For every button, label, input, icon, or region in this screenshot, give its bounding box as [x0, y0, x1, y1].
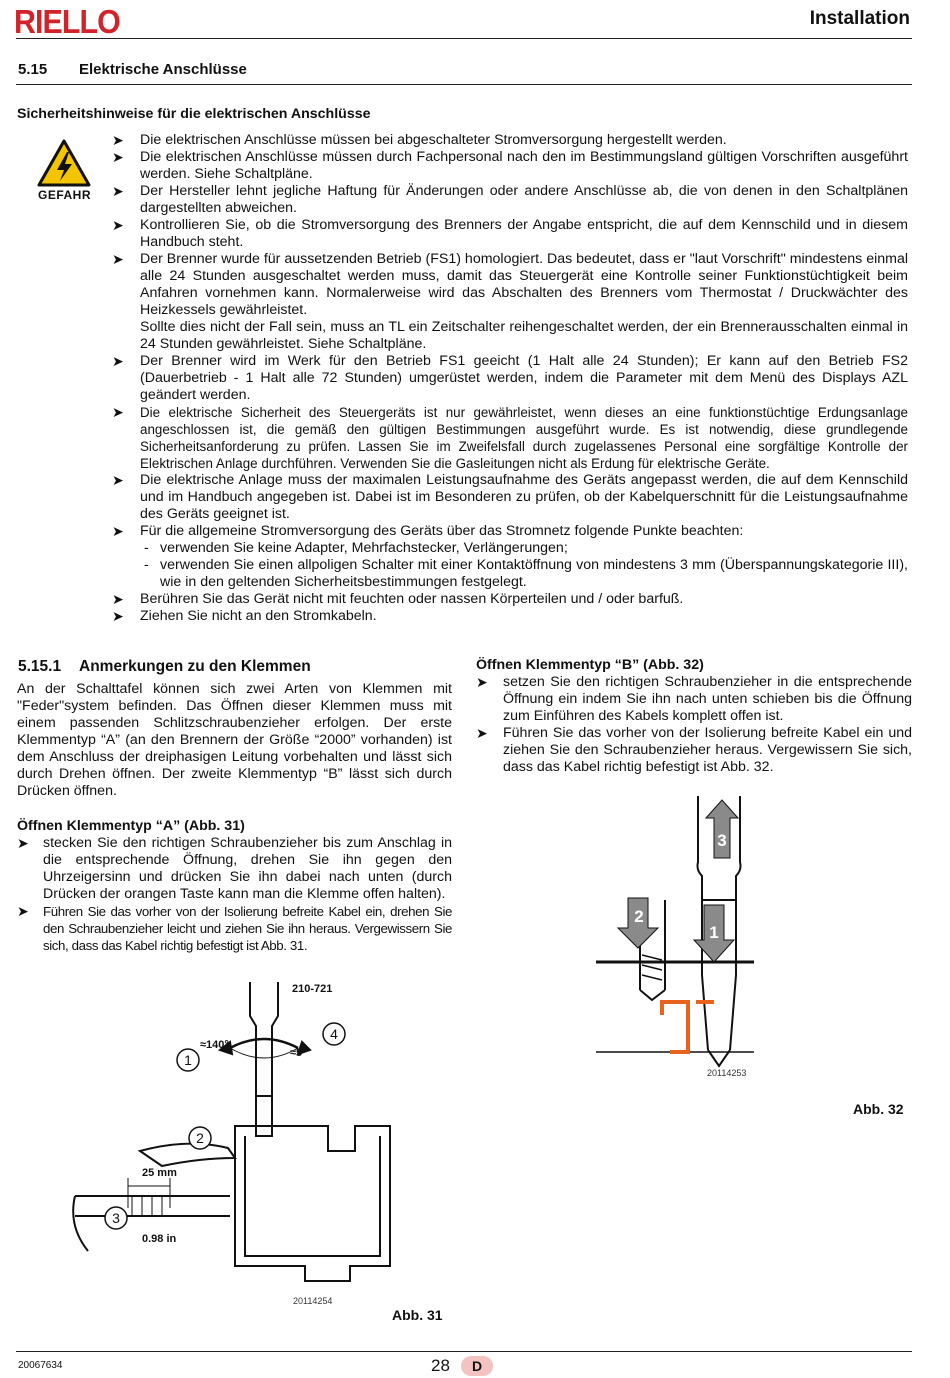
- page-number: 28: [431, 1356, 450, 1375]
- list-item: ➤ stecken Sie den richtigen Schraubenzieher bis zum Anschlag in die entsprechende Öffnung, drehen Sie ihn gegen den Uhrzeigersinn und drücken Sie ihn dabei nach unten (durch Drücken der orangen Taste kann man die Klemme offen halten).: [17, 835, 452, 902]
- model-label: 210-721: [292, 983, 333, 995]
- terminals-intro: An der Schalttafel können sich zwei Arten von Klemmen mit "Feder"system befinden. Das Öffnen dieser Klemmen muss mit einem passenden Schlitzschraubenzieher erfolgen. Der erste Klemmentyp “A” (an den Brennern der Größe “2000” vorhanden) ist dem Anschluss der dreiphasigen Leitung vorbehalten und lässt sich durch Drehen öffnen. Der zweite Klemmentyp “B” lässt sich durch Drücken öffnen.: [17, 681, 452, 799]
- safety-list: [112, 132, 908, 625]
- list-item: ➤ Berühren Sie das Gerät nicht mit feuchten oder nassen Körperteilen und / oder barfuß.: [112, 591, 684, 607]
- language-badge: D: [461, 1356, 493, 1376]
- safety-heading: Sicherheitshinweise für die elektrischen Anschlüsse: [17, 106, 371, 122]
- page-header-title: Installation: [809, 8, 910, 29]
- figure-caption: Abb. 31: [392, 1307, 443, 1323]
- section-title: Elektrische Anschlüsse: [79, 61, 247, 78]
- list-item: ➤ Der Hersteller lehnt jegliche Haftung für Änderungen oder andere Anschlüsse ab, die von denen in den Schaltplänen dargestellten abweichen.: [112, 183, 908, 216]
- arrow-bullet-icon: ➤: [17, 903, 29, 919]
- arrow-bullet-icon: ➤: [112, 523, 124, 539]
- dimension-in-label: 0.98 in: [142, 1233, 177, 1245]
- list-item: ➤ Führen Sie das vorher von der Isolierung befreite Kabel ein, drehen Sie den Schraubenzieher leicht und ziehen Sie ihn heraus. Vergewissern Sie sich, dass das Kabel richtig befestigt ist Abb. 31.: [17, 903, 452, 953]
- sub-list-item: - verwenden Sie einen allpoligen Schalter mit einer Kontaktöffnung von mindestens 3 mm (Überspannungskategorie III), wie in den geltenden Sicherheitsbestimmungen festgelegt.: [144, 557, 908, 590]
- callout-3-label: 3: [112, 1210, 120, 1226]
- header-divider: [16, 38, 912, 39]
- subsection-title: Anmerkungen zu den Klemmen: [79, 658, 311, 675]
- list-item: ➤ Führen Sie das vorher von der Isolierung befreite Kabel ein und ziehen Sie den Schraubenzieher heraus. Vergewissern Sie sich, dass das Kabel richtig befestigt ist Abb. 32.: [476, 725, 912, 775]
- arrow-bullet-icon: ➤: [17, 835, 29, 851]
- figure-code: 20114253: [707, 1068, 747, 1078]
- arrow-bullet-icon: ➤: [112, 591, 124, 607]
- arrow-bullet-icon: ➤: [476, 674, 488, 690]
- arrow-bullet-icon: ➤: [112, 472, 124, 488]
- danger-warning-icon: [36, 138, 92, 188]
- callout-4-label: 4: [330, 1026, 338, 1042]
- arrow-bullet-icon: ➤: [112, 183, 124, 199]
- list-item: ➤ Für die allgemeine Stromversorgung des Geräts über das Stromnetz folgende Punkte beachten:: [112, 523, 744, 539]
- list-item: ➤ Ziehen Sie nicht an den Stromkabeln.: [112, 608, 377, 624]
- list-item: ➤ Die elektrischen Anschlüsse müssen durch Fachpersonal nach den im Bestimmungsland gültigen Vorschriften ausgeführt werden. Siehe Schaltpläne.: [112, 149, 908, 182]
- arrow-bullet-icon: ➤: [112, 404, 124, 420]
- arrow-bullet-icon: ➤: [112, 251, 124, 267]
- callout-2-label: 2: [196, 1130, 204, 1146]
- list-item: ➤ Der Brenner wurde für aussetzenden Betrieb (FS1) homologiert. Das bedeutet, dass er "laut Vorschrift" mindestens einmal alle 24 Stunden ausgeschaltet werden muss, damit das Steuergerät eine Kontrolle seiner Funktionstüchtigkeit beim Anfahren vornehmen kann. Normalerweise wird das Abschalten des Brenners vom Thermostat / Druckwächter des Heizkessels gewährleistet. Sollte dies nicht der Fall sein, muss an TL ein Zeitschalter reihengeschaltet werden, der ein Brennerausschalten einmal in 24 Stunden gewährleistet. Siehe Schaltpläne.: [112, 251, 908, 352]
- list-item: ➤ Der Brenner wird im Werk für den Betrieb FS1 geeicht (1 Halt alle 24 Stunden); Er kann auf den Betrieb FS2 (Dauerbetrieb - 1 Halt alle 72 Stunden) umgerüstet werden, indem die Parameter mit dem Menü des Displays AZL geändert werden.: [112, 353, 908, 403]
- footer-divider: [16, 1351, 912, 1352]
- terminal-b-illustration: [590, 790, 760, 1090]
- dimension-mm-label: 25 mm: [142, 1167, 177, 1179]
- danger-label: GEFAHR: [38, 188, 92, 202]
- angle-label-1: ≈140°: [200, 1039, 229, 1051]
- figure-code: 20114254: [293, 1296, 333, 1306]
- type-b-heading: Öffnen Klemmentyp “B” (Abb. 32): [476, 657, 704, 673]
- step-1-label: 1: [709, 923, 719, 942]
- arrow-bullet-icon: ➤: [476, 725, 488, 741]
- callout-1-label: 1: [184, 1052, 192, 1068]
- list-item: ➤ Die elektrische Sicherheit des Steuergeräts ist nur gewährleistet, wenn dieses an eine funktionstüchtige Erdungsanlage angeschlossen ist, die gemäß den gültigen Bestimmungen ausgeführt wurde. Es ist notwendig, diese grundlegende Sicherheitsanforderung zu prüfen. Lassen Sie im Zweifelsfall durch zugelassenes Personal eine sorgfältige Kontrolle der Elektrischen Anlage durchführen. Verwenden Sie die Gasleitungen nicht als Erdung für elektrische Geräte.: [112, 404, 908, 471]
- figure-caption: Abb. 32: [853, 1101, 904, 1117]
- subsection-number: 5.15.1: [18, 658, 62, 675]
- arrow-bullet-icon: ➤: [112, 132, 124, 148]
- list-item: ➤ Die elektrischen Anschlüsse müssen bei abgeschalteter Stromversorgung hergestellt werden.: [112, 132, 727, 148]
- arrow-bullet-icon: ➤: [112, 217, 124, 233]
- terminal-a-illustration: [70, 976, 430, 1296]
- riello-logo: RIELLO: [14, 3, 120, 40]
- arrow-bullet-icon: ➤: [112, 149, 124, 165]
- type-a-heading: Öffnen Klemmentyp “A” (Abb. 31): [17, 818, 245, 834]
- arrow-bullet-icon: ➤: [112, 353, 124, 369]
- section-number: 5.15: [18, 61, 48, 78]
- angle-label-2: ≈5°: [290, 1047, 307, 1059]
- sub-list-item: - verwenden Sie keine Adapter, Mehrfachstecker, Verlängerungen;: [144, 540, 568, 556]
- arrow-bullet-icon: ➤: [112, 608, 124, 624]
- step-2-label: 2: [634, 907, 644, 926]
- list-item: ➤ Kontrollieren Sie, ob die Stromversorgung des Brenners der Angabe entspricht, die auf dem Kennschild und in diesem Handbuch steht.: [112, 217, 908, 250]
- list-item: ➤ setzen Sie den richtigen Schraubenzieher in die entsprechende Öffnung ein indem Sie ihn nach unten schieben bis die Öffnung zum Einführen des Kabels komplett offen ist.: [476, 674, 912, 724]
- step-3-label: 3: [717, 831, 727, 850]
- section-divider: [16, 84, 912, 85]
- list-item: ➤ Die elektrische Anlage muss der maximalen Leistungsaufnahme des Geräts angepasst werden, die auf dem Kennschild und im Handbuch angegeben ist. Dabei ist im Besonderen zu prüfen, ob der Kabelquerschnitt für die Leistungsaufnahme des Geräts geeignet ist.: [112, 472, 908, 522]
- document-code: 20067634: [18, 1360, 63, 1371]
- type-a-list: [17, 835, 452, 954]
- type-b-list: [476, 674, 912, 776]
